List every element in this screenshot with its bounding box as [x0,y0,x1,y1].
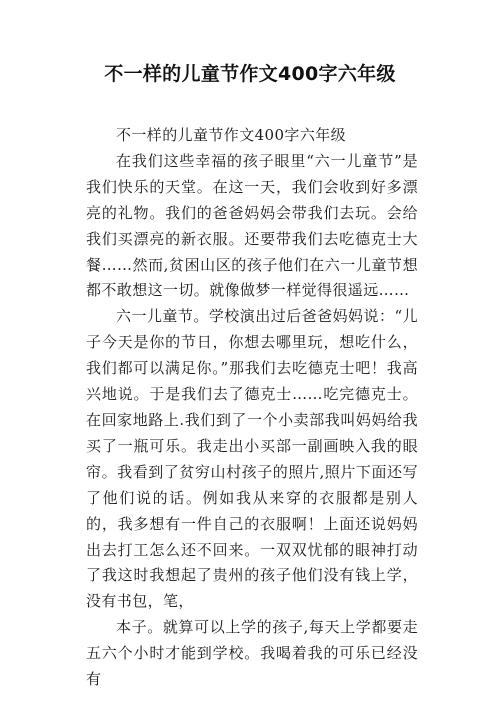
paragraph: 六一儿童节。学校演出过后爸爸妈妈说：“儿子今天是你的节日，你想去哪里玩，想吃什么，我们都可以满足你。”那我们去吃德克士吧！我高兴地说。于是我们去了德克士……吃完德克士。在回家地路上.我们到了一个小卖部我叫妈妈给我买了一瓶可乐。我走出小买部一副画映入我的眼帘。我看到了贫穷山村孩子的照片,照片下面还写了他们说的话。例如我从来穿的衣服都是别人的，我多想有一件自己的衣服啊！上面还说妈妈出去打工怎么还不回来。一双双忧郁的眼神打动了我这时我想起了贵州的孩子他们没有钱上学，没有书包，笔， [86,307,418,611]
paragraph: 在我们这些幸福的孩子眼里“六一儿童节”是我们快乐的天堂。在这一天，我们会收到好多漂亮的礼物。我们的爸爸妈妈会带我们去玩。会给我们买漂亮的新衣服。还要带我们去吃德克士大餐……然而,贫困山区的孩子他们在六一儿童节想都不敢想这一切。就像做梦一样觉得很遥远…… [86,151,418,300]
document-body [86,123,418,693]
document-title: 不一样的儿童节作文400字六年级 [104,63,396,85]
paragraph: 不一样的儿童节作文400字六年级 [116,126,347,144]
paragraph: 本子。就算可以上学的孩子,每天上学都要走五六个小时才能到学校。我喝着我的可乐已经没有 [86,618,418,689]
